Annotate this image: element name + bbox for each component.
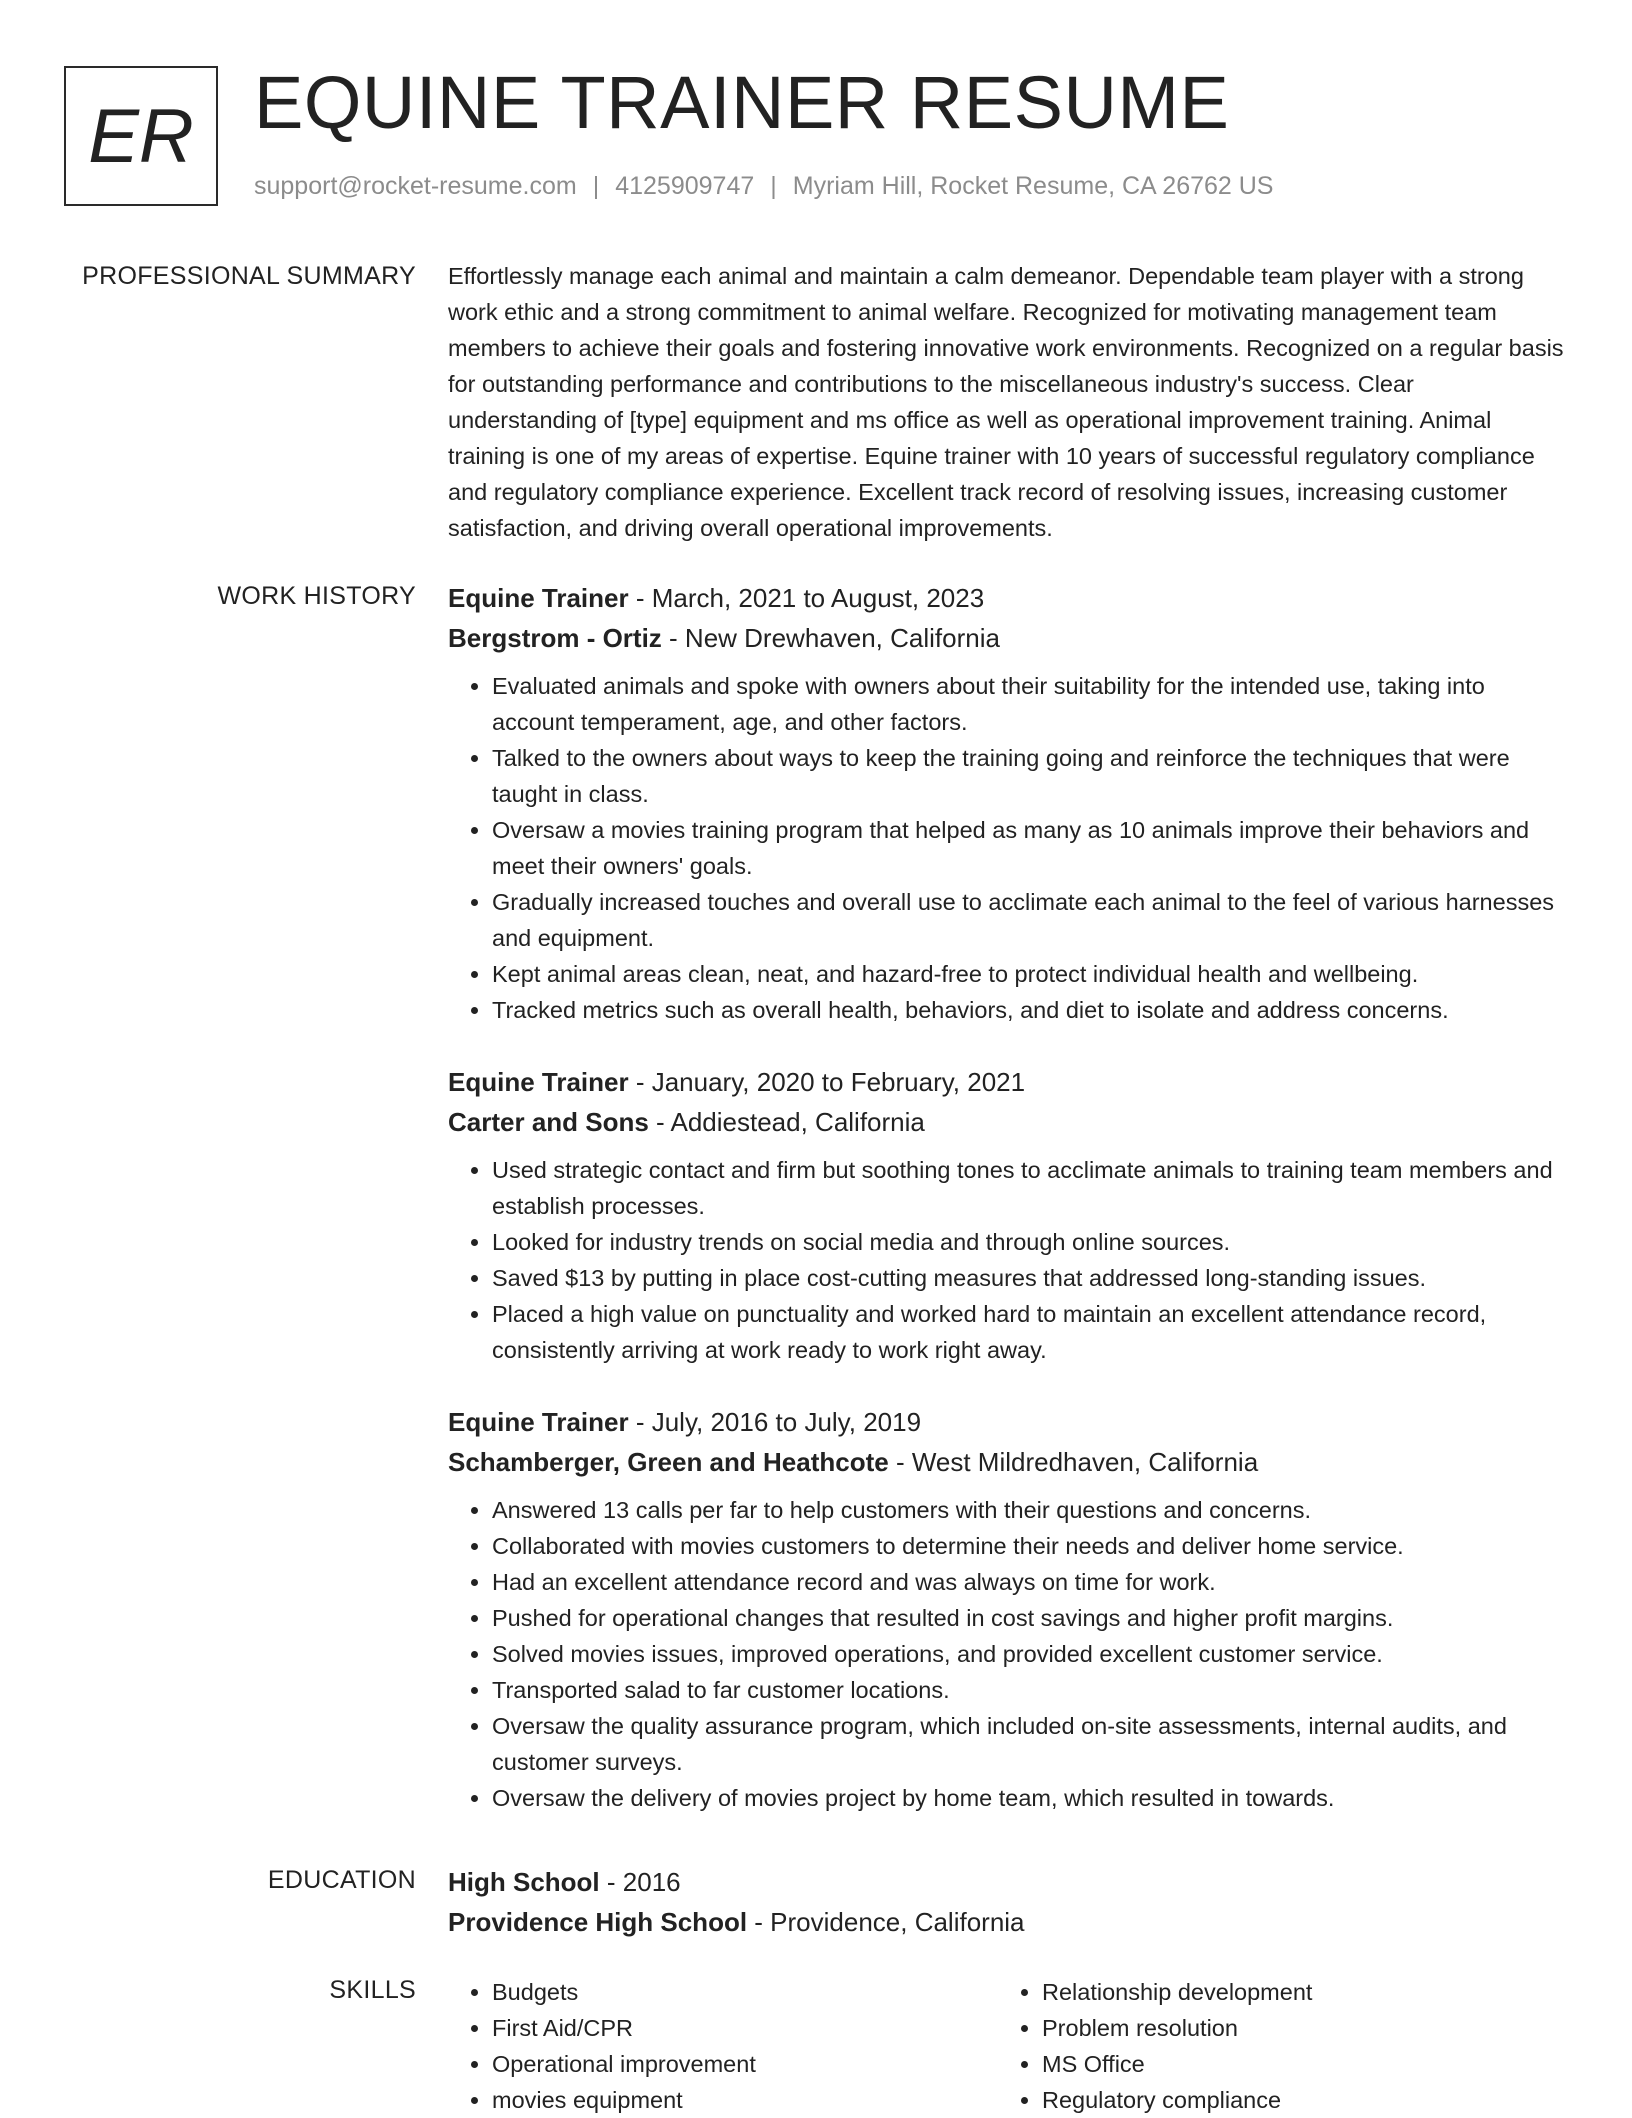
job-bullet: • Transported salad to far customer locations. bbox=[492, 1672, 1568, 1708]
skill-item: • Regulatory compliance bbox=[1042, 2082, 1562, 2118]
contact-address: Myriam Hill, Rocket Resume, CA 26762 US bbox=[792, 172, 1274, 200]
job-bullet: • Tracked metrics such as overall health, behaviors, and diet to isolate and address concerns. bbox=[492, 992, 1568, 1028]
job-title-line bbox=[448, 1402, 1568, 1442]
skills-column-2 bbox=[998, 1974, 1562, 2118]
education-degree: High School bbox=[448, 1867, 600, 1897]
job-bullet: • Used strategic contact and firm but soothing tones to acclimate animals to training team members and establish processes. bbox=[492, 1152, 1568, 1224]
job-location: - West Mildredhaven, California bbox=[888, 1447, 1259, 1477]
skill-item: • Budgets bbox=[492, 1974, 998, 2010]
job-bullet: • Collaborated with movies customers to determine their needs and deliver home service. bbox=[492, 1528, 1568, 1564]
job-title: Equine Trainer bbox=[448, 1407, 629, 1437]
job-bullet: • Looked for industry trends on social media and through online sources. bbox=[492, 1224, 1568, 1260]
job-company: Bergstrom - Ortiz bbox=[448, 623, 662, 653]
job-title-line bbox=[448, 578, 1568, 618]
education-year: - 2016 bbox=[599, 1867, 681, 1897]
job-company-line bbox=[448, 1102, 1568, 1142]
work-history-body bbox=[448, 578, 1568, 1850]
job-bullets bbox=[448, 1492, 1568, 1816]
skills-body bbox=[448, 1974, 1568, 2118]
job-location: - New Drewhaven, California bbox=[661, 623, 1000, 653]
section-label-skills: SKILLS bbox=[329, 1976, 416, 2004]
job-bullet: • Pushed for operational changes that resulted in cost savings and higher profit margins. bbox=[492, 1600, 1568, 1636]
job-dates: - January, 2020 to February, 2021 bbox=[628, 1067, 1026, 1097]
skills-column-1 bbox=[448, 1974, 998, 2118]
skill-item: • movies equipment bbox=[492, 2082, 998, 2118]
job-entry bbox=[448, 1062, 1568, 1368]
job-location: - Addiestead, California bbox=[648, 1107, 925, 1137]
job-bullet: • Placed a high value on punctuality and worked hard to maintain an excellent attendance record, consistently arriving at work ready to work right away. bbox=[492, 1296, 1568, 1368]
skill-item: • First Aid/CPR bbox=[492, 2010, 998, 2046]
education-body bbox=[448, 1862, 1568, 1942]
job-bullet: • Saved $13 by putting in place cost-cutting measures that addressed long-standing issues. bbox=[492, 1260, 1568, 1296]
skill-item: • Relationship development bbox=[1042, 1974, 1562, 2010]
job-bullet: • Kept animal areas clean, neat, and hazard-free to protect individual health and wellbeing. bbox=[492, 956, 1568, 992]
contact-email[interactable]: support@rocket-resume.com bbox=[254, 172, 577, 200]
job-company: Schamberger, Green and Heathcote bbox=[448, 1447, 889, 1477]
job-entry bbox=[448, 1402, 1568, 1816]
section-label-work-history: WORK HISTORY bbox=[217, 582, 416, 610]
contact-line bbox=[254, 172, 1273, 201]
job-bullet: • Gradually increased touches and overall use to acclimate each animal to the feel of various harnesses and equipment. bbox=[492, 884, 1568, 956]
contact-phone[interactable]: 4125909747 bbox=[615, 172, 755, 200]
job-bullet: • Solved movies issues, improved operations, and provided excellent customer service. bbox=[492, 1636, 1568, 1672]
education-school: Providence High School bbox=[448, 1907, 748, 1937]
resume-header bbox=[64, 61, 1568, 212]
contact-separator: | bbox=[592, 172, 600, 200]
education-degree-line bbox=[448, 1862, 1568, 1902]
summary-text: Effortlessly manage each animal and maintain a calm demeanor. Dependable team player with a strong work ethic and a strong commitment to animal welfare. Recognized for motivating management team members to achieve their goals and fostering innovative work environments. Recognized on a regular basis for outstanding performance and contributions to the miscellaneous industry's success. Clear understanding of [type] equipment and ms office as well as operational improvement training. Animal training is one of my areas of expertise. Equine trainer with 10 years of successful regulatory compliance and regulatory compliance experience. Excellent track record of resolving issues, increasing customer satisfaction, and driving overall operational improvements. bbox=[448, 263, 1564, 541]
job-dates: - March, 2021 to August, 2023 bbox=[628, 583, 985, 613]
job-bullet: • Oversaw the quality assurance program, which included on-site assessments, internal audits, and customer surveys. bbox=[492, 1708, 1568, 1780]
job-bullet: • Answered 13 calls per far to help customers with their questions and concerns. bbox=[492, 1492, 1568, 1528]
skill-item: • MS Office bbox=[1042, 2046, 1562, 2082]
contact-separator: | bbox=[770, 172, 777, 200]
job-company-line bbox=[448, 618, 1568, 658]
job-bullet: • Evaluated animals and spoke with owners about their suitability for the intended use, taking into account temperament, age, and other factors. bbox=[492, 668, 1568, 740]
job-bullets bbox=[448, 668, 1568, 1028]
job-company: Carter and Sons bbox=[448, 1107, 649, 1137]
section-label-education: EDUCATION bbox=[267, 1866, 416, 1894]
resume-title: EQUINE TRAINER RESUME bbox=[254, 61, 1230, 144]
job-dates: - July, 2016 to July, 2019 bbox=[628, 1407, 922, 1437]
education-location: - Providence, California bbox=[747, 1907, 1025, 1937]
job-title: Equine Trainer bbox=[448, 1067, 629, 1097]
education-school-line bbox=[448, 1902, 1568, 1942]
initials-monogram: ER bbox=[64, 66, 218, 206]
job-title: Equine Trainer bbox=[448, 583, 629, 613]
section-label-summary: PROFESSIONAL SUMMARY bbox=[82, 262, 416, 290]
job-bullet: • Oversaw the delivery of movies project by home team, which resulted in towards. bbox=[492, 1780, 1568, 1816]
job-title-line bbox=[448, 1062, 1568, 1102]
skill-item: • Problem resolution bbox=[1042, 2010, 1562, 2046]
job-bullets bbox=[448, 1152, 1568, 1368]
job-bullet: • Oversaw a movies training program that helped as many as 10 animals improve their behaviors and meet their owners' goals. bbox=[492, 812, 1568, 884]
job-entry bbox=[448, 578, 1568, 1028]
job-bullet: • Had an excellent attendance record and was always on time for work. bbox=[492, 1564, 1568, 1600]
skill-item: • Operational improvement bbox=[492, 2046, 998, 2082]
job-company-line bbox=[448, 1442, 1568, 1482]
job-bullet: • Talked to the owners about ways to keep the training going and reinforce the techniques that were taught in class. bbox=[492, 740, 1568, 812]
